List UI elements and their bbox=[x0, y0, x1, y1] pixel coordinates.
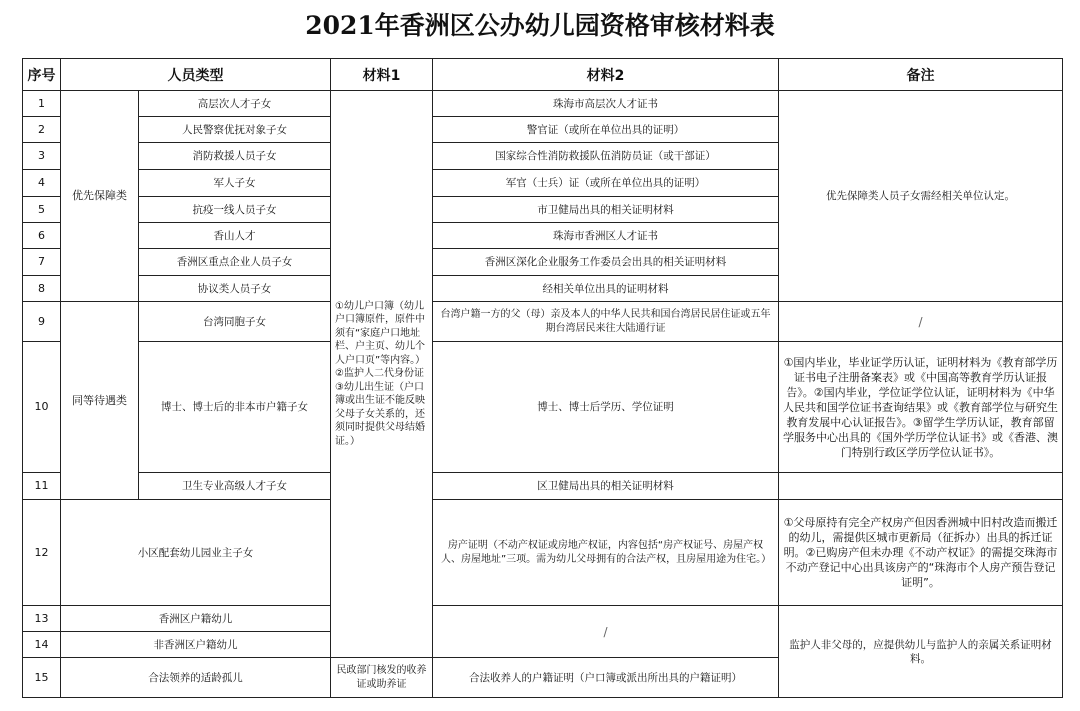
row-type: 协议类人员子女 bbox=[139, 276, 331, 302]
header-note: 备注 bbox=[779, 59, 1063, 91]
group-equal: 同等待遇类 bbox=[61, 302, 139, 500]
note-priority: 优先保障类人员子女需经相关单位认定。 bbox=[779, 91, 1063, 302]
row-no: 1 bbox=[23, 91, 61, 117]
note-13-15: 监护人非父母的，应提供幼儿与监护人的亲属关系证明材料。 bbox=[779, 606, 1063, 698]
row-no: 7 bbox=[23, 249, 61, 276]
row-type: 消防救援人员子女 bbox=[139, 143, 331, 170]
header-no: 序号 bbox=[23, 59, 61, 91]
row-type: 非香洲区户籍幼儿 bbox=[61, 632, 331, 658]
row-note: / bbox=[779, 302, 1063, 342]
row-type: 卫生专业高级人才子女 bbox=[139, 473, 331, 500]
header-mat2: 材料2 bbox=[433, 59, 779, 91]
row-type: 博士、博士后的非本市户籍子女 bbox=[139, 342, 331, 473]
table-row bbox=[23, 91, 1063, 117]
row-note: ①父母原持有完全产权房产但因香洲城中旧村改造而搬迁的幼儿，需提供区城市更新局（征拆办）出具的拆迁证明。②已购房产但未办理《不动产权证》的需提交珠海市不动产登记中心出具该房产的“珠海市个人房产预告登记证明”。 bbox=[779, 500, 1063, 606]
header-row bbox=[23, 59, 1063, 91]
row-mat2: 经相关单位出具的证明材料 bbox=[433, 276, 779, 302]
row-no: 2 bbox=[23, 117, 61, 143]
table-row bbox=[23, 606, 1063, 632]
page-title: 2021年香洲区公办幼儿园资格审核材料表 bbox=[305, 11, 775, 40]
row-mat2: 军官（士兵）证（或所在单位出具的证明） bbox=[433, 170, 779, 197]
row-mat2: 珠海市高层次人才证书 bbox=[433, 91, 779, 117]
row-type: 香洲区重点企业人员子女 bbox=[139, 249, 331, 276]
row-type: 抗疫一线人员子女 bbox=[139, 197, 331, 223]
header-mat1: 材料1 bbox=[331, 59, 433, 91]
row-mat2: 市卫健局出具的相关证明材料 bbox=[433, 197, 779, 223]
row-note bbox=[779, 473, 1063, 500]
row-mat2: 香洲区深化企业服务工作委员会出具的相关证明材料 bbox=[433, 249, 779, 276]
row-mat2: 区卫健局出具的相关证明材料 bbox=[433, 473, 779, 500]
row-type: 小区配套幼儿园业主子女 bbox=[61, 500, 331, 606]
row-no: 11 bbox=[23, 473, 61, 500]
mat2-13-14: / bbox=[433, 606, 779, 658]
row-mat1: 民政部门核发的收养证或助养证 bbox=[331, 658, 433, 698]
row-mat2: 台湾户籍一方的父（母）亲及本人的中华人民共和国台湾居民居住证或五年期台湾居民来往大陆通行证 bbox=[433, 302, 779, 342]
table-row bbox=[23, 342, 1063, 473]
row-type: 军人子女 bbox=[139, 170, 331, 197]
row-mat2: 房产证明（不动产权证或房地产权证，内容包括“房产权证号、房屋产权人、房屋地址”三项。需为幼儿父母拥有的合法产权，且房屋用途为住宅。） bbox=[433, 500, 779, 606]
row-no: 4 bbox=[23, 170, 61, 197]
row-no: 9 bbox=[23, 302, 61, 342]
row-no: 8 bbox=[23, 276, 61, 302]
row-no: 5 bbox=[23, 197, 61, 223]
row-type: 高层次人才子女 bbox=[139, 91, 331, 117]
table-row bbox=[23, 500, 1063, 606]
row-mat2: 珠海市香洲区人才证书 bbox=[433, 223, 779, 249]
row-no: 12 bbox=[23, 500, 61, 606]
row-type: 香山人才 bbox=[139, 223, 331, 249]
row-no: 15 bbox=[23, 658, 61, 698]
row-mat2: 合法收养人的户籍证明（户口簿或派出所出具的户籍证明） bbox=[433, 658, 779, 698]
row-mat2: 国家综合性消防救援队伍消防员证（或干部证） bbox=[433, 143, 779, 170]
row-no: 10 bbox=[23, 342, 61, 473]
row-type: 人民警察优抚对象子女 bbox=[139, 117, 331, 143]
mat1-common: ①幼儿户口簿（幼儿户口簿原件，原件中须有“家庭户口地址栏、户主页、幼儿个人户口页”等内容。）②监护人二代身份证 ③幼儿出生证（户口簿或出生证不能反映父母子女关系的，还须同时提供父母结婚证。） bbox=[331, 91, 433, 658]
row-mat2: 博士、博士后学历、学位证明 bbox=[433, 342, 779, 473]
row-no: 3 bbox=[23, 143, 61, 170]
header-type: 人员类型 bbox=[61, 59, 331, 91]
materials-table bbox=[22, 58, 1063, 698]
table-row bbox=[23, 302, 1063, 342]
row-no: 6 bbox=[23, 223, 61, 249]
row-type: 香洲区户籍幼儿 bbox=[61, 606, 331, 632]
row-no: 13 bbox=[23, 606, 61, 632]
table-row bbox=[23, 473, 1063, 500]
row-note: ①国内毕业，毕业证学历认证，证明材料为《教育部学历证书电子注册备案表》或《中国高等教育学历认证报告》。②国内毕业，学位证学位认证，证明材料为《中华人民共和国学位证书查询结果》或《教育部学位与研究生教育发展中心认证报告》。③留学生学历认证，教育部留学服务中心出具的《国外学历学位认证书》或《香港、澳门特别行政区学历学位认证书》。 bbox=[779, 342, 1063, 473]
row-no: 14 bbox=[23, 632, 61, 658]
group-priority: 优先保障类 bbox=[61, 91, 139, 302]
row-mat2: 警官证（或所在单位出具的证明） bbox=[433, 117, 779, 143]
row-type: 台湾同胞子女 bbox=[139, 302, 331, 342]
row-type: 合法领养的适龄孤儿 bbox=[61, 658, 331, 698]
